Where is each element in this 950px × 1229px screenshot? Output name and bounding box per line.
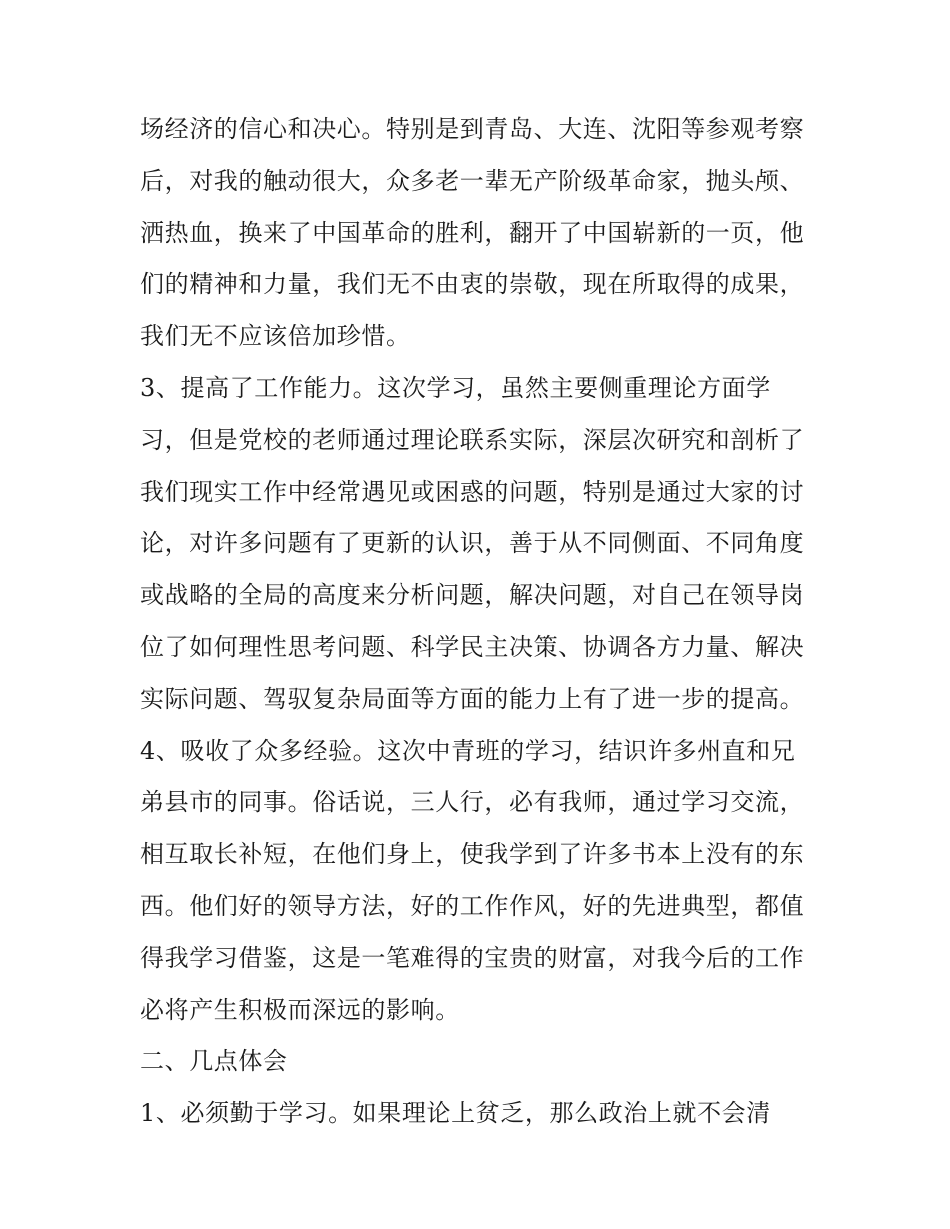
paragraph-line: 西。他们好的领导方法，好的工作作风，好的先进典型，都值 — [140, 891, 805, 920]
paragraph-line: 习，但是党校的老师通过理论联系实际，深层次研究和剖析了 — [140, 425, 805, 454]
paragraph-line: 场经济的信心和决心。特别是到青岛、大连、沈阳等参观考察 — [140, 115, 805, 143]
document-body — [140, 104, 820, 1140]
paragraph-line: 必将产生积极而深远的影响。 — [140, 995, 460, 1024]
paragraph-line: 得我学习借鉴，这是一笔难得的宝贵的财富，对我今后的工作 — [140, 943, 805, 972]
paragraph-line: 论，对许多问题有了更新的认识，善于从不同侧面、不同角度 — [140, 529, 805, 558]
paragraph-line: 后，对我的触动很大，众多老一辈无产阶级革命家，抛头颅、 — [140, 166, 805, 195]
paragraph-line: 弟县市的同事。俗话说，三人行，必有我师，通过学习交流， — [140, 788, 805, 817]
paragraph-line: 实际问题、驾驭复杂局面等方面的能力上有了进一步的提高。 — [140, 684, 805, 713]
paragraph-line: 4、吸收了众多经验。这次中青班的学习，结识许多州直和兄 — [140, 736, 796, 765]
paragraph-line: 相互取长补短，在他们身上，使我学到了许多书本上没有的东 — [140, 840, 805, 869]
paragraph-line: 3、提高了工作能力。这次学习，虽然主要侧重理论方面学 — [140, 373, 771, 402]
section-heading: 二、几点体会 — [140, 1047, 288, 1076]
paragraph-line: 1、必须勤于学习。如果理论上贫乏，那么政治上就不会清 — [140, 1099, 771, 1128]
paragraph-line: 我们无不应该倍加珍惜。 — [140, 322, 411, 351]
paragraph-line: 或战略的全局的高度来分析问题，解决问题，对自己在领导岗 — [140, 581, 805, 610]
paragraph-line: 们的精神和力量，我们无不由衷的崇敬，现在所取得的成果， — [140, 270, 805, 299]
paragraph-line: 位了如何理性思考问题、科学民主决策、协调各方力量、解决 — [140, 632, 805, 661]
paragraph-line: 我们现实工作中经常遇见或困惑的问题，特别是通过大家的讨 — [140, 477, 805, 506]
paragraph-line: 洒热血，换来了中国革命的胜利，翻开了中国崭新的一页，他 — [140, 218, 805, 247]
